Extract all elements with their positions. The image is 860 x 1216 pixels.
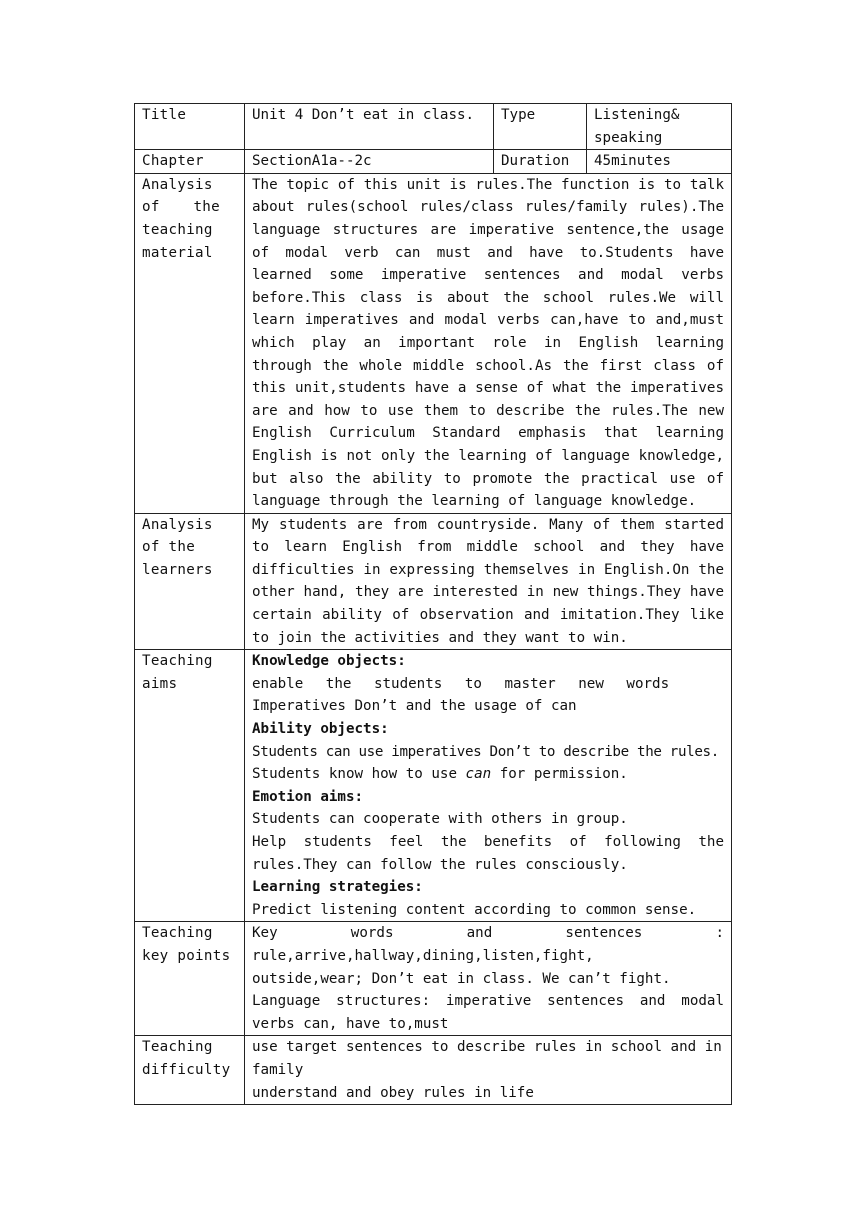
teaching-aims-label: Teaching aims xyxy=(135,650,245,922)
emotion-item: Help students feel the benefits of following the rules.They can follow the rules consciously. xyxy=(252,834,724,873)
knowledge-item: Imperatives Don’t and the usage of can xyxy=(252,698,577,715)
analysis-learners-row xyxy=(135,513,732,650)
lesson-plan-table xyxy=(134,103,732,1105)
emotion-item: Students can cooperate with others in group. xyxy=(252,811,628,828)
key-points-line: outside,wear; Don’t eat in class. We can’t fight. xyxy=(252,970,671,987)
teaching-aims-content xyxy=(245,650,732,922)
key-points-row xyxy=(135,922,732,1036)
difficulty-content xyxy=(245,1036,732,1105)
knowledge-heading: Knowledge objects: xyxy=(252,653,406,670)
emotion-heading: Emotion aims: xyxy=(252,788,364,805)
duration-value: 45minutes xyxy=(587,150,732,174)
strategies-heading: Learning strategies: xyxy=(252,879,423,896)
teaching-aims-row xyxy=(135,650,732,922)
ability-item: Students can use imperatives Don’t to describe the rules. xyxy=(252,743,719,760)
difficulty-row xyxy=(135,1036,732,1105)
key-points-line: Key words and sentences : xyxy=(252,925,724,942)
title-value: Unit 4 Don’t eat in class. xyxy=(245,104,494,150)
title-row xyxy=(135,104,732,150)
title-label: Title xyxy=(135,104,245,150)
difficulty-line: use target sentences to describe rules in school and in family xyxy=(252,1039,722,1078)
ability-item-text: Students know how to use xyxy=(252,766,466,783)
analysis-learners-label: Analysis of the learners xyxy=(135,513,245,650)
difficulty-line: understand and obey rules in life xyxy=(252,1084,534,1101)
analysis-material-row xyxy=(135,173,732,513)
type-label: Type xyxy=(494,104,587,150)
chapter-label: Chapter xyxy=(135,150,245,174)
type-value: Listening& speaking xyxy=(587,104,732,150)
key-points-content xyxy=(245,922,732,1036)
analysis-material-text: The topic of this unit is rules.The function is to talk about rules(school rules/class rules/family rules).The language structures are imperative sentence,the usage of modal verb can must and have to.Students have learned some imperative sentences and modal verbs before.This class is about the school rules.We will learn imperatives and modal verbs can,have to and,must which play an important role in English learning through the whole middle school.As the first class of this unit,students have a sense of what the imperatives are and how to use them to describe the rules.The new English Curriculum Standard emphasis that learning English is not only the learning of language knowledge, but also the ability to promote the practical use of language through the learning of language knowledge. xyxy=(245,173,732,513)
analysis-learners-text: My students are from countryside. Many of them started to learn English from middle school and they have difficulties in expressing themselves in English.On the other hand, they are interested in new things.They have certain ability of observation and imitation.They like to join the activities and they want to win. xyxy=(245,513,732,650)
knowledge-item: enable the students to master new words xyxy=(252,675,670,692)
key-points-line: Language structures: imperative sentences and modal verbs can, have to,must xyxy=(252,993,724,1032)
key-points-label: Teaching key points xyxy=(135,922,245,1036)
strategies-item: Predict listening content according to common sense. xyxy=(252,901,697,918)
difficulty-label: Teaching difficulty xyxy=(135,1036,245,1105)
key-points-line: rule,arrive,hallway,dining,listen,fight, xyxy=(252,947,594,964)
ability-heading: Ability objects: xyxy=(252,721,389,738)
ability-item xyxy=(252,763,724,786)
analysis-material-label: Analysis of the teaching material xyxy=(135,173,245,513)
chapter-row xyxy=(135,150,732,174)
duration-label: Duration xyxy=(494,150,587,174)
chapter-value: SectionA1a--2c xyxy=(245,150,494,174)
ability-item-text: for permission. xyxy=(491,766,628,783)
ability-item-emphasis: can xyxy=(465,766,492,783)
